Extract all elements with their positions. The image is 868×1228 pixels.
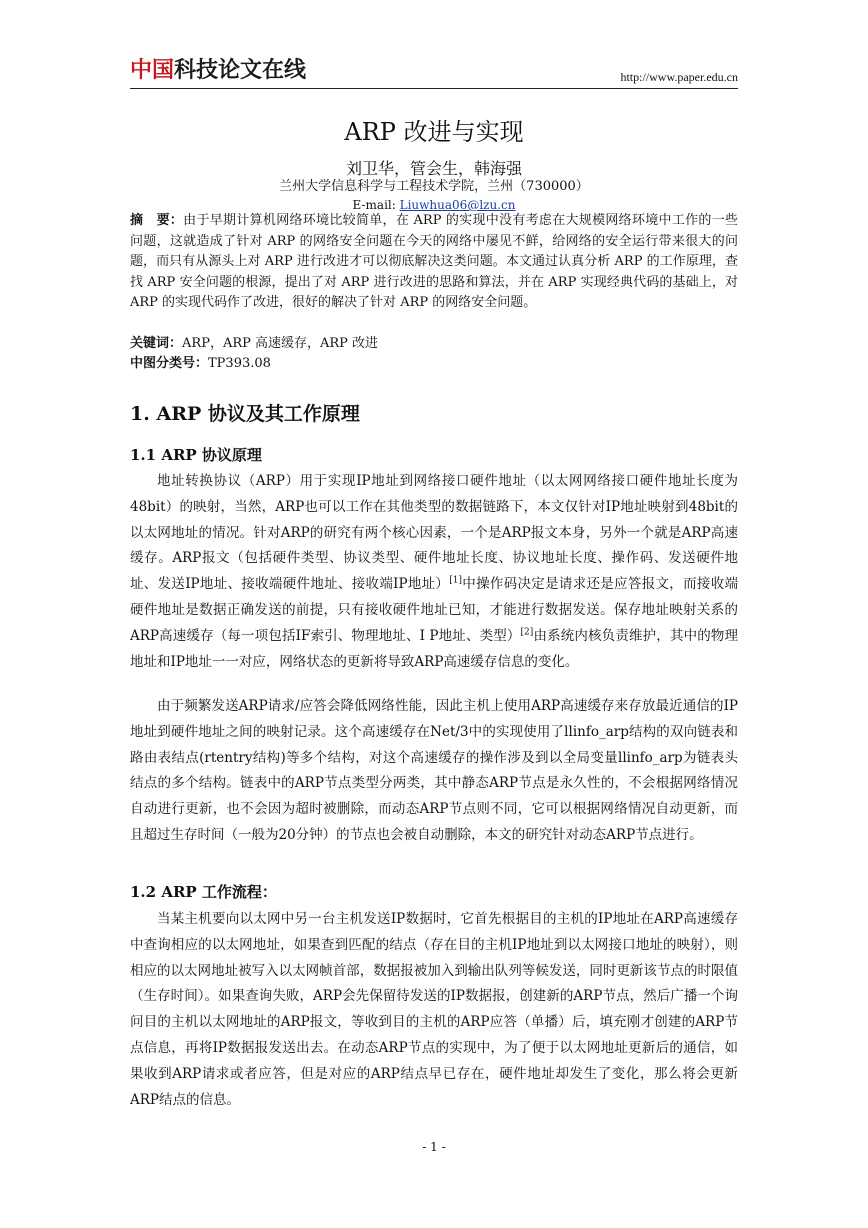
email-label: E-mail:: [352, 198, 400, 212]
paragraph-3: 当某主机要向以太网中另一台主机发送IP数据时，它首先根据目的主机的IP地址在ARP高速缓存中查询相应的以太网地址，如果查到匹配的结点（存在目的主机IP地址到以太网接口地址的映射），则相应的以太网地址被写入以太网帧首部，数据报被加入到输出队列等候发送，同时更新该节点的时限值（生存时间）。如果查询失败，ARP会先保留待发送的IP数据报，创建新的ARP节点，然后广播一个询问目的主机以太网地址的ARP报文，等收到目的主机的ARP应答（单播）后，填充刚才创建的ARP节点信息，再将IP数据报发送出去。在动态ARP节点的实现中，为了便于以太网地址更新后的通信，如果收到ARP请求或者应答，但是对应的ARP结点早已存在，硬件地址却发生了变化，那么将会更新ARP结点的信息。: [130, 911, 738, 1108]
classification-label: 中图分类号：: [130, 356, 209, 371]
abstract-text: 由于早期计算机网络环境比较简单，在 ARP 的实现中没有考虑在大规模网络环境中工作的一些问题，这就造成了针对 ARP 的网络安全问题在今天的网络中屡见不鲜，给网络的安全运行带来很大的问题，而只有从源头上对 ARP 进行改进才可以彻底解决这类问题。本文通过认真分析 ARP 的工作原理，查找 ARP 安全问题的根源，提出了对 ARP 进行改进的思路和算法，并在 ARP 实现经典代码的基础上，对 ARP 的实现代码作了改进，很好的解决了针对 ARP 的网络安全问题。: [130, 213, 738, 310]
citation-2[interactable]: [2]: [520, 627, 534, 638]
paragraph-1: 地址转换协议（ARP）用于实现IP地址到网络接口硬件地址（以太网网络接口硬件地址长度为48bit）的映射，当然，ARP也可以工作在其他类型的数据链路下，本文仅针对IP地址映射到48bit的以太网地址的情况。针对ARP的研究有两个核心因素，一个是ARP报文本身，另外一个就是ARP高速缓存。ARP报文（包括硬件类型、协议类型、硬件地址长度、协议地址长度、操作码、发送硬件地址、发送IP地址、接收端硬件地址、接收端IP地址）[1]中操作码决定是请求还是应答报文，而接收端硬件地址是数据正确发送的前提，只有接收硬件地址已知，才能进行数据发送。保存地址映射关系的ARP高速缓存（每一项包括IF索引、物理地址、I P地址、类型）[2]由系统内核负责维护，其中的物理地址和IP地址一一对应，网络状态的更新将导致ARP高速缓存信息的变化。: [130, 473, 739, 670]
paper-affiliation: 兰州大学信息科学与工程技术学院，兰州（730000）: [279, 179, 589, 194]
section-1-heading: 1. ARP 协议及其工作原理: [130, 403, 360, 425]
site-logo: 中国科技论文在线: [130, 58, 307, 83]
section-1-1-heading: 1.1 ARP 协议原理: [130, 446, 262, 464]
keywords-text: ARP，ARP 高速缓存，ARP 改进: [182, 336, 379, 351]
paper-title: ARP 改进与实现: [344, 118, 524, 146]
abstract-label: 摘 要：: [130, 213, 184, 228]
keywords: [130, 334, 738, 354]
page-header: [130, 58, 738, 89]
email-link[interactable]: Liuwhua06@lzu.cn: [399, 198, 516, 212]
page-number: - 1 -: [422, 1140, 446, 1154]
citation-1[interactable]: [1]: [449, 575, 462, 586]
section-1-2-heading: 1.2 ARP 工作流程：: [130, 883, 277, 901]
paragraph-2: 由于频繁发送ARP请求/应答会降低网络性能，因此主机上使用ARP高速缓存来存放最近通信的IP地址到硬件地址之间的映射记录。这个高速缓存在Net/3中的实现使用了llinfo_arp结构的双向链表和路由表结点(rtentry结构)等多个结构，对这个高速缓存的操作涉及到以全局变量llinfo_arp为链表头结点的多个结构。链表中的ARP节点类型分两类，其中静态ARP节点是永久性的，不会根据网络情况自动进行更新，也不会因为超时被删除，而动态ARP节点则不同，它可以根据网络情况自动更新，而且超过生存时间（一般为20分钟）的节点也会被自动删除，本文的研究针对动态ARP节点进行。: [130, 698, 738, 843]
keywords-label: 关键词：: [130, 336, 183, 351]
classification-text: TP393.08: [208, 356, 271, 371]
classification: [130, 354, 738, 374]
site-url[interactable]: http://www.paper.edu.cn: [620, 70, 738, 84]
abstract: [130, 211, 738, 314]
paper-authors: 刘卫华，管会生，韩海强: [345, 159, 522, 178]
